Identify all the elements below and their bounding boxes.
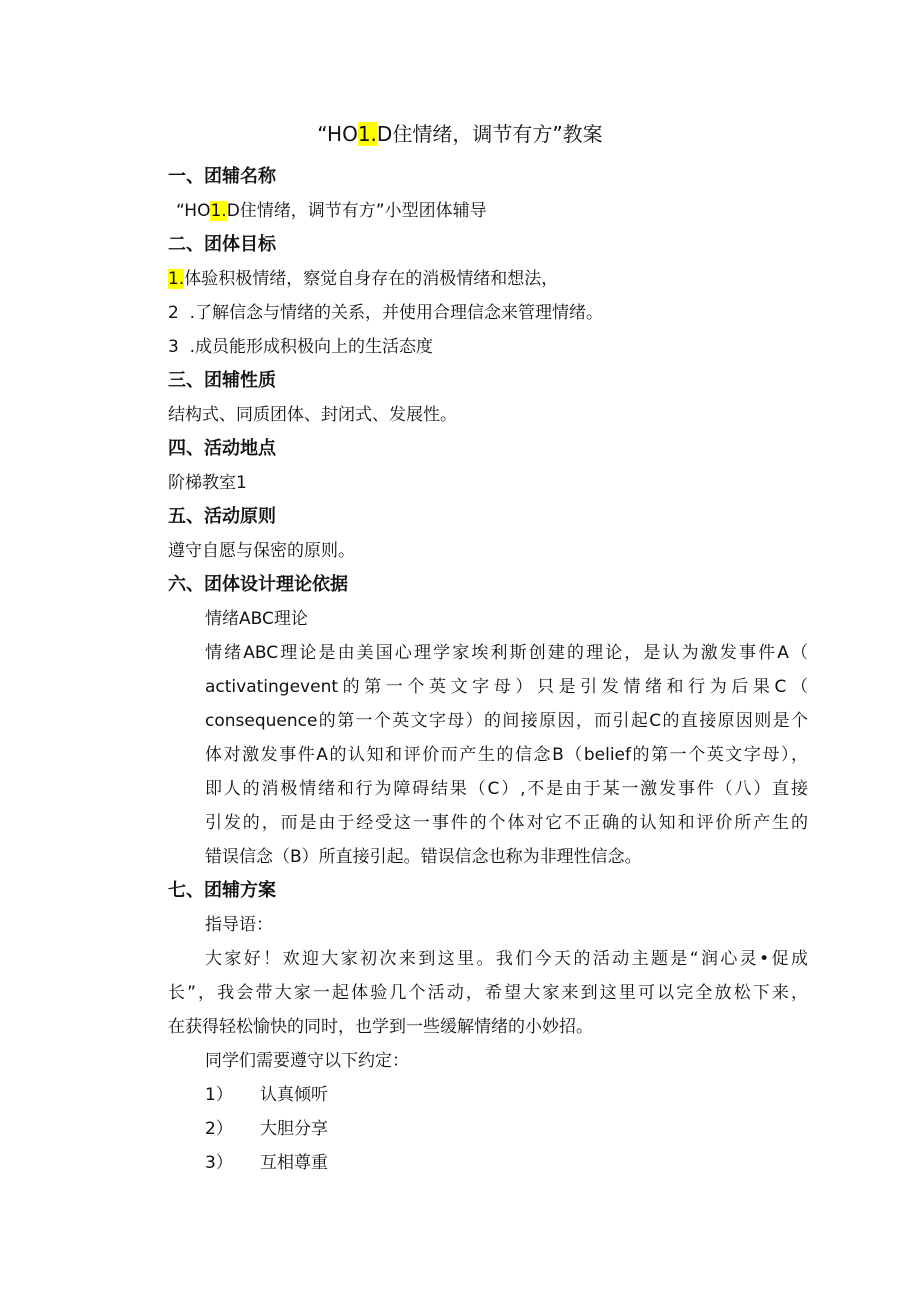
group-nature-text: 结构式、同质团体、封闭式、发展性。	[168, 405, 457, 425]
theory-subtitle: 情绪ABC理论	[205, 609, 308, 629]
intro-line: 长”，我会带大家一起体验几个活动，希望大家来到这里可以完全放松下来，	[168, 983, 808, 1003]
heading-location: 四、活动地点	[168, 438, 276, 459]
theory-line: 情绪ABC理论是由美国心理学家埃利斯创建的理论，是认为激发事件A（	[205, 643, 808, 663]
intro-line: 在获得轻松愉快的同时，也学到一些缓解情绪的小妙招。	[168, 1017, 593, 1037]
heading-group-goals: 二、团体目标	[168, 234, 276, 255]
heading-group-nature: 三、团辅性质	[168, 370, 276, 391]
location-text: 阶梯教室1	[168, 473, 247, 493]
theory-line: 错误信念（B）所直接引起。错误信念也称为非理性信念。	[205, 847, 642, 867]
intro-paragraph	[168, 942, 808, 1044]
goal-item-1: 1.体验积极情绪，察觉自身存在的消极情绪和想法，	[168, 269, 559, 289]
heading-group-name: 一、团辅名称	[168, 166, 276, 187]
theory-paragraph	[168, 636, 808, 874]
list-item: 2） 大胆分享	[205, 1119, 328, 1139]
group-name-highlight: 1.	[210, 201, 227, 221]
page-title	[0, 117, 920, 151]
heading-plan: 七、团辅方案	[168, 880, 276, 901]
theory-line: consequence的第一个英文字母）的间接原因，而引起C的直接原因则是个	[205, 711, 808, 731]
group-name-text: “HO1.D住情绪，调节有方”小型团体辅导	[176, 201, 487, 221]
intro-line: 大家好！欢迎大家初次来到这里。我们今天的活动主题是“润心灵•促成	[205, 949, 808, 969]
goal-item-3: 3 .成员能形成积极向上的生活态度	[168, 337, 434, 357]
title-pre: “HO	[317, 122, 358, 146]
list-item: 3） 互相尊重	[205, 1153, 328, 1173]
theory-line: 引发的，而是由于经受这一事件的个体对它不正确的认知和评价所产生的	[205, 813, 808, 833]
rules-intro: 同学们需要遵守以下约定：	[205, 1051, 409, 1071]
heading-principles: 五、活动原则	[168, 506, 276, 527]
theory-line: 即人的消极情绪和行为障碍结果（C）,不是由于某一激发事件（八）直接	[205, 779, 808, 799]
title-post: D住情绪，调节有方”教案	[376, 122, 603, 146]
goal-item-2: 2 .了解信念与情绪的关系，并使用合理信念来管理情绪。	[168, 303, 604, 323]
theory-line: 体对激发事件A的认知和评价而产生的信念B（belief的第一个英文字母），	[205, 745, 808, 765]
heading-theory: 六、团体设计理论依据	[168, 574, 348, 595]
title-highlight: 1.	[357, 122, 377, 146]
list-item: 1） 认真倾听	[205, 1085, 328, 1105]
document-body	[168, 160, 808, 1180]
goal-1-highlight: 1.	[168, 269, 185, 289]
principles-text: 遵守自愿与保密的原则。	[168, 541, 355, 561]
guide-label: 指导语：	[205, 915, 273, 935]
rules-list	[168, 1078, 808, 1180]
theory-line: activatingevent的第一个英文字母）只是引发情绪和行为后果C（	[205, 677, 808, 697]
